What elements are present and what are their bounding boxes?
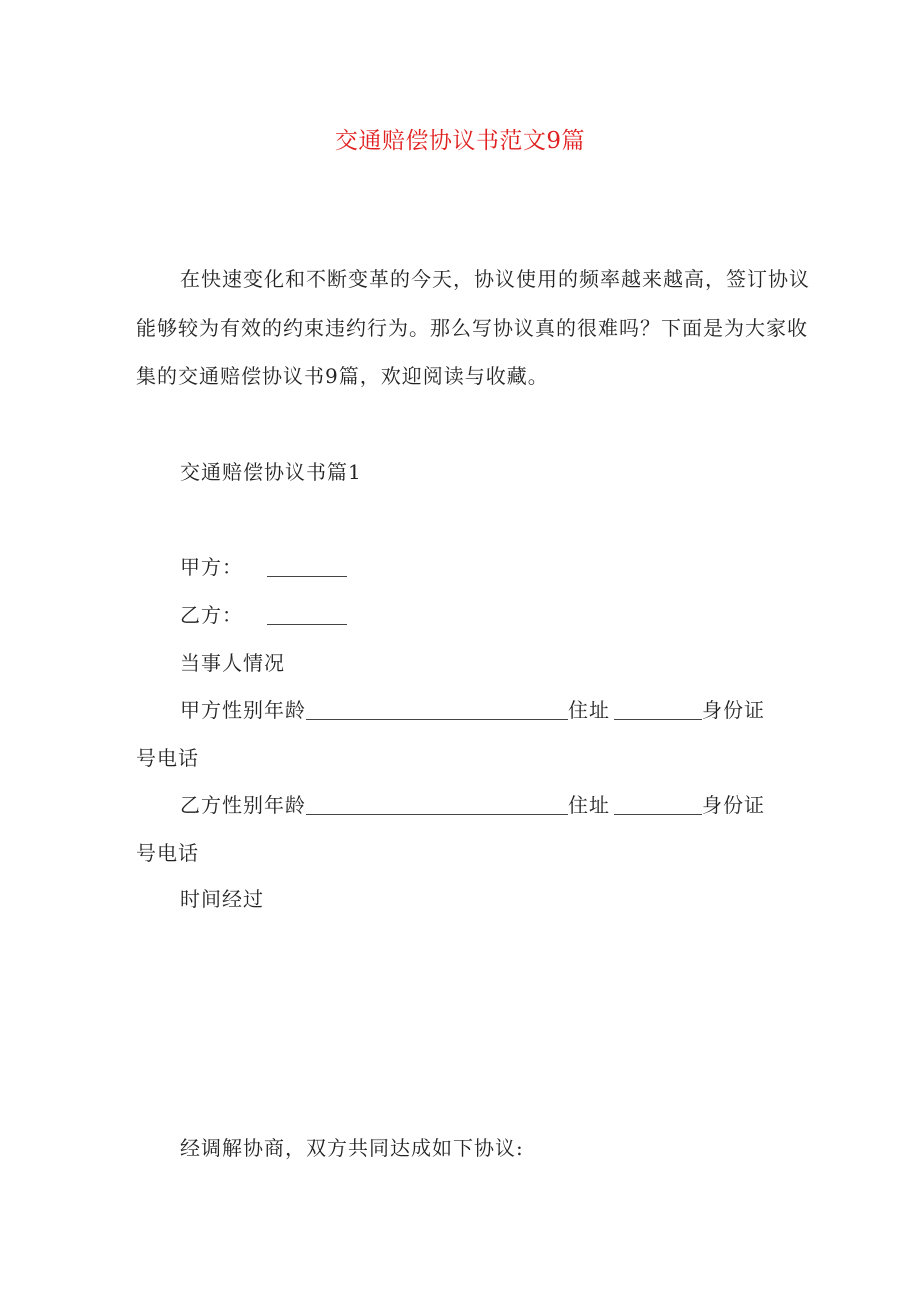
document-title: 交通赔偿协议书范文9篇 bbox=[334, 128, 586, 154]
time-events-label: 时间经过 bbox=[180, 887, 264, 911]
party-a-address-label: 住址 bbox=[568, 698, 610, 722]
party-a-label: 甲方： bbox=[180, 555, 243, 579]
section-heading: 交通赔偿协议书篇1 bbox=[180, 460, 362, 484]
agreement-intro: 经调解协商，双方共同达成如下协议: bbox=[180, 1136, 524, 1160]
party-b-phone-line: 号电话 bbox=[136, 841, 199, 865]
party-a-address-blank bbox=[614, 701, 702, 720]
party-b-address-label: 住址 bbox=[568, 793, 610, 817]
party-a-line bbox=[180, 557, 347, 577]
party-b-details-line bbox=[180, 795, 765, 815]
party-b-id-label: 身份证 bbox=[702, 793, 765, 817]
party-b-address-blank bbox=[614, 796, 702, 815]
party-a-gender-age-blank bbox=[306, 701, 568, 720]
intro-line-3: 集的交通赔偿协议书9篇，欢迎阅读与收藏。 bbox=[136, 364, 549, 388]
party-a-blank bbox=[267, 558, 347, 577]
parties-info-heading: 当事人情况 bbox=[180, 651, 285, 675]
party-b-blank bbox=[267, 606, 347, 625]
party-b-label: 乙方： bbox=[180, 603, 243, 627]
party-a-phone-line: 号电话 bbox=[136, 746, 199, 770]
intro-line-2: 能够较为有效的约束违约行为。那么写协议真的很难吗？下面是为大家收 bbox=[136, 316, 808, 340]
party-b-line bbox=[180, 605, 347, 625]
intro-line-1: 在快速变化和不断变革的今天，协议使用的频率越来越高，签订协议 bbox=[180, 267, 810, 291]
party-a-id-label: 身份证 bbox=[702, 698, 765, 722]
party-a-gender-age-label: 甲方性别年龄 bbox=[180, 698, 306, 722]
party-b-gender-age-label: 乙方性别年龄 bbox=[180, 793, 306, 817]
party-a-details-line bbox=[180, 700, 765, 720]
party-b-gender-age-blank bbox=[306, 796, 568, 815]
